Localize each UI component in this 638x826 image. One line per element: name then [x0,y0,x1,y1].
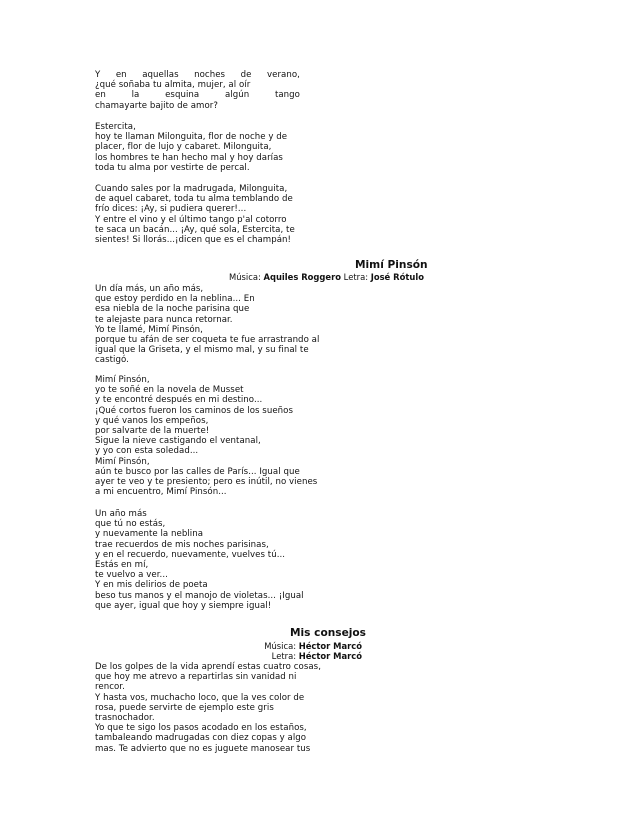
verse-word: en [95,90,106,101]
verse-line: toda tu alma por vestirte de percal. [95,162,250,173]
music-label: Música: [264,641,297,651]
verse-line: y qué vanos los empeños, [95,415,209,426]
verse-line: y nuevamente la neblina [95,529,204,540]
verse-line: De los golpes de la vida aprendí estas cuatro cosas, [95,662,321,672]
verse-line: Un día más, un año más, [95,284,204,294]
verse-line: que estoy perdido en la neblina... En [95,294,255,305]
verse-line: Y entre el vino y el último tango p'al cotorro [95,214,287,225]
verse-3 [95,184,300,245]
lyrics-author: Héctor Marcó [298,651,362,661]
verse-line: Un año más [95,509,147,519]
verse-line: castigó. [95,355,129,366]
verse-2 [95,122,300,173]
song-title-mimi-pinson: Mimí Pinsón [355,259,428,271]
verse-line: porque tu afán de ser coqueta te fue arrastrando al [95,335,320,346]
verse-line: Estercita, [95,122,136,132]
verse-line: tambaleando madrugadas con diez copas y algo [95,733,307,744]
verse-line: chamayarte bajito de amor? [95,100,218,111]
verse-word: verano, [266,70,300,80]
verse-line: que ayer, igual que hoy y siempre igual! [95,600,272,611]
verse-5 [95,375,318,498]
verse-line [95,90,300,100]
verse-word: algún [224,90,250,101]
verse-word: de [240,70,252,80]
verse-line: aún te busco por las calles de París... Igual que [95,466,300,477]
verse-line: Yo que te sigo los pasos acodado en los estaños, [95,723,307,734]
verse-line: Mimí Pinsón, [95,456,150,467]
verse-line: y yo con esta soledad... [95,446,199,457]
verse-line: beso tus manos y el manojo de violetas... ¡Igual [95,590,304,601]
verse-line: Cuando sales por la madrugada, Milonguita, [95,184,288,194]
verse-line: hoy te llaman Milonguita, flor de noche y de [95,132,288,143]
verse-line: y en el recuerdo, nuevamente, vuelves tú... [95,549,286,560]
music-author: Aquiles Roggero [263,272,341,282]
verse-6 [95,509,304,611]
verse-line: que hoy me atrevo a repartirlas sin vanidad ni [95,672,297,683]
verse-4 [95,284,320,366]
verse-word: noches [194,70,226,80]
verse-line: yo te soñé en la novela de Musset [95,385,244,396]
verse-word: aquellas [142,70,179,80]
verse-word: Y [95,70,101,80]
music-author: Héctor Marcó [298,641,362,651]
verse-line: Sigue la nieve castigando el ventanal, [95,436,261,447]
verse-line: te alejaste para nunca retornar. [95,314,233,325]
verse-line: ¡Qué cortos fueron los caminos de los sueños [95,405,294,416]
verse-line: Y en mis delirios de poeta [95,580,208,591]
verse-line: ¿qué soñaba tu almita, mujer, al oír [95,80,251,91]
verse-line: los hombres te han hecho mal y hoy darías [95,152,283,163]
song-credit-lyrics [272,651,362,661]
verse-line: trae recuerdos de mis noches parisinas, [95,539,269,550]
verse-word: esquina [165,90,200,101]
verse-line: trasnochador. [95,713,155,724]
verse-word: la [131,90,140,101]
verse-line: Y hasta vos, muchacho loco, que la ves color de [95,692,305,703]
verse-7 [95,662,321,754]
verse-line: Yo te llamé, Mimí Pinsón, [95,324,203,335]
verse-word: en [115,70,127,80]
music-label: Música: [229,272,261,282]
lyrics-label: Letra: [271,651,297,661]
verse-line: Mimí Pinsón, [95,375,150,385]
verse-line: de aquel cabaret, toda tu alma temblando de [95,194,293,205]
verse-line: sientes! Si llorás...¡dicen que es el champán! [95,235,292,246]
verse-line: mas. Te advierto que no es juguete manosear tus [95,743,311,754]
song-credits-mimi-pinson [229,272,424,282]
verse-line: esa niebla de la noche parisina que [95,304,250,315]
verse-word: tango [274,90,300,101]
verse-line: ayer te veo y te presiento; pero es inútil, no vienes [95,477,318,488]
song-credit-music [264,641,362,651]
verse-line: frío dices: ¡Ay, si pudiera querer!... [95,204,247,215]
lyrics-label: Letra: [343,272,369,282]
verse-line: rosa, puede servirte de ejemplo este gris [95,702,274,713]
verse-line: igual que la Griseta, y el mismo mal, y su final te [95,345,309,356]
verse-line: a mi encuentro, Mimí Pinsón... [95,487,227,498]
verse-line: te saca un bacán... ¡Ay, qué sola, Estercita, te [95,224,295,235]
verse-line: y te encontré después en mi destino... [95,395,263,406]
verse-line: placer, flor de lujo y cabaret. Milonguita, [95,142,272,153]
verse-line: Estás en mí, [95,560,149,571]
verse-line: por salvarte de la muerte! [95,426,210,437]
lyrics-author: José Rótulo [370,272,424,282]
song-title-mis-consejos: Mis consejos [290,627,366,639]
verse-line: que tú no estás, [95,519,166,530]
verse-line: te vuelvo a ver... [95,570,168,581]
verse-1 [95,70,300,111]
verse-line: rencor. [95,682,125,693]
verse-line [95,70,300,80]
